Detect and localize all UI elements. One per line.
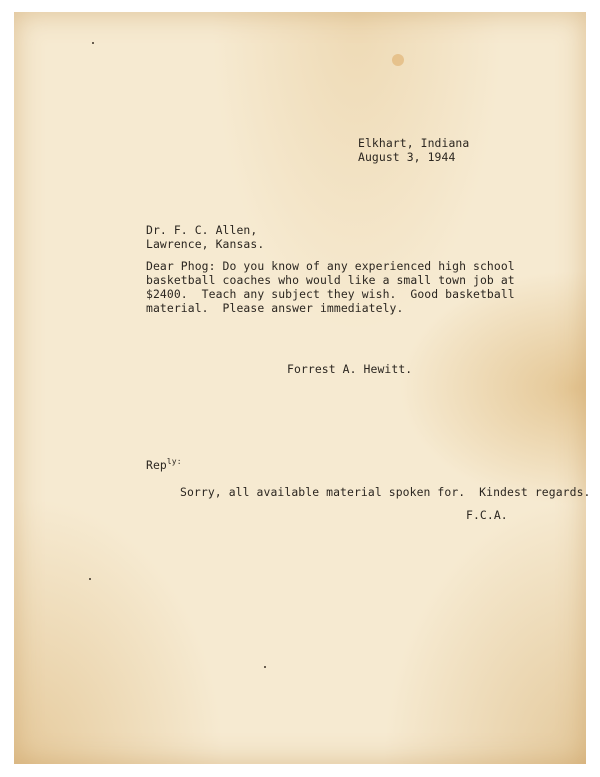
letter-page bbox=[14, 12, 586, 764]
reply-initials: F.C.A. bbox=[466, 508, 508, 522]
recipient-name: Dr. F. C. Allen, bbox=[146, 223, 258, 237]
recipient-city: Lawrence, Kansas. bbox=[146, 237, 265, 251]
body-line-2: basketball coaches who would like a small town job at bbox=[146, 273, 515, 287]
ink-speck bbox=[89, 578, 91, 580]
ink-speck bbox=[264, 666, 266, 668]
signature: Forrest A. Hewitt. bbox=[287, 362, 413, 376]
reply-label-superscript: ly: bbox=[166, 457, 182, 466]
body-line-3: $2400. Teach any subject they wish. Good basketball bbox=[146, 287, 515, 301]
body-line-4: material. Please answer immediately. bbox=[146, 301, 404, 315]
ink-speck bbox=[92, 42, 94, 44]
letter-date: August 3, 1944 bbox=[358, 150, 456, 164]
reply-label-prefix: Rep bbox=[146, 458, 167, 472]
reply-label bbox=[146, 458, 182, 474]
body-line-1: Dear Phog: Do you know of any experienced high school bbox=[146, 259, 515, 273]
letter-place: Elkhart, Indiana bbox=[358, 136, 470, 150]
stain-spot bbox=[392, 54, 404, 66]
reply-text: Sorry, all available material spoken for. Kindest regards. bbox=[180, 485, 591, 499]
